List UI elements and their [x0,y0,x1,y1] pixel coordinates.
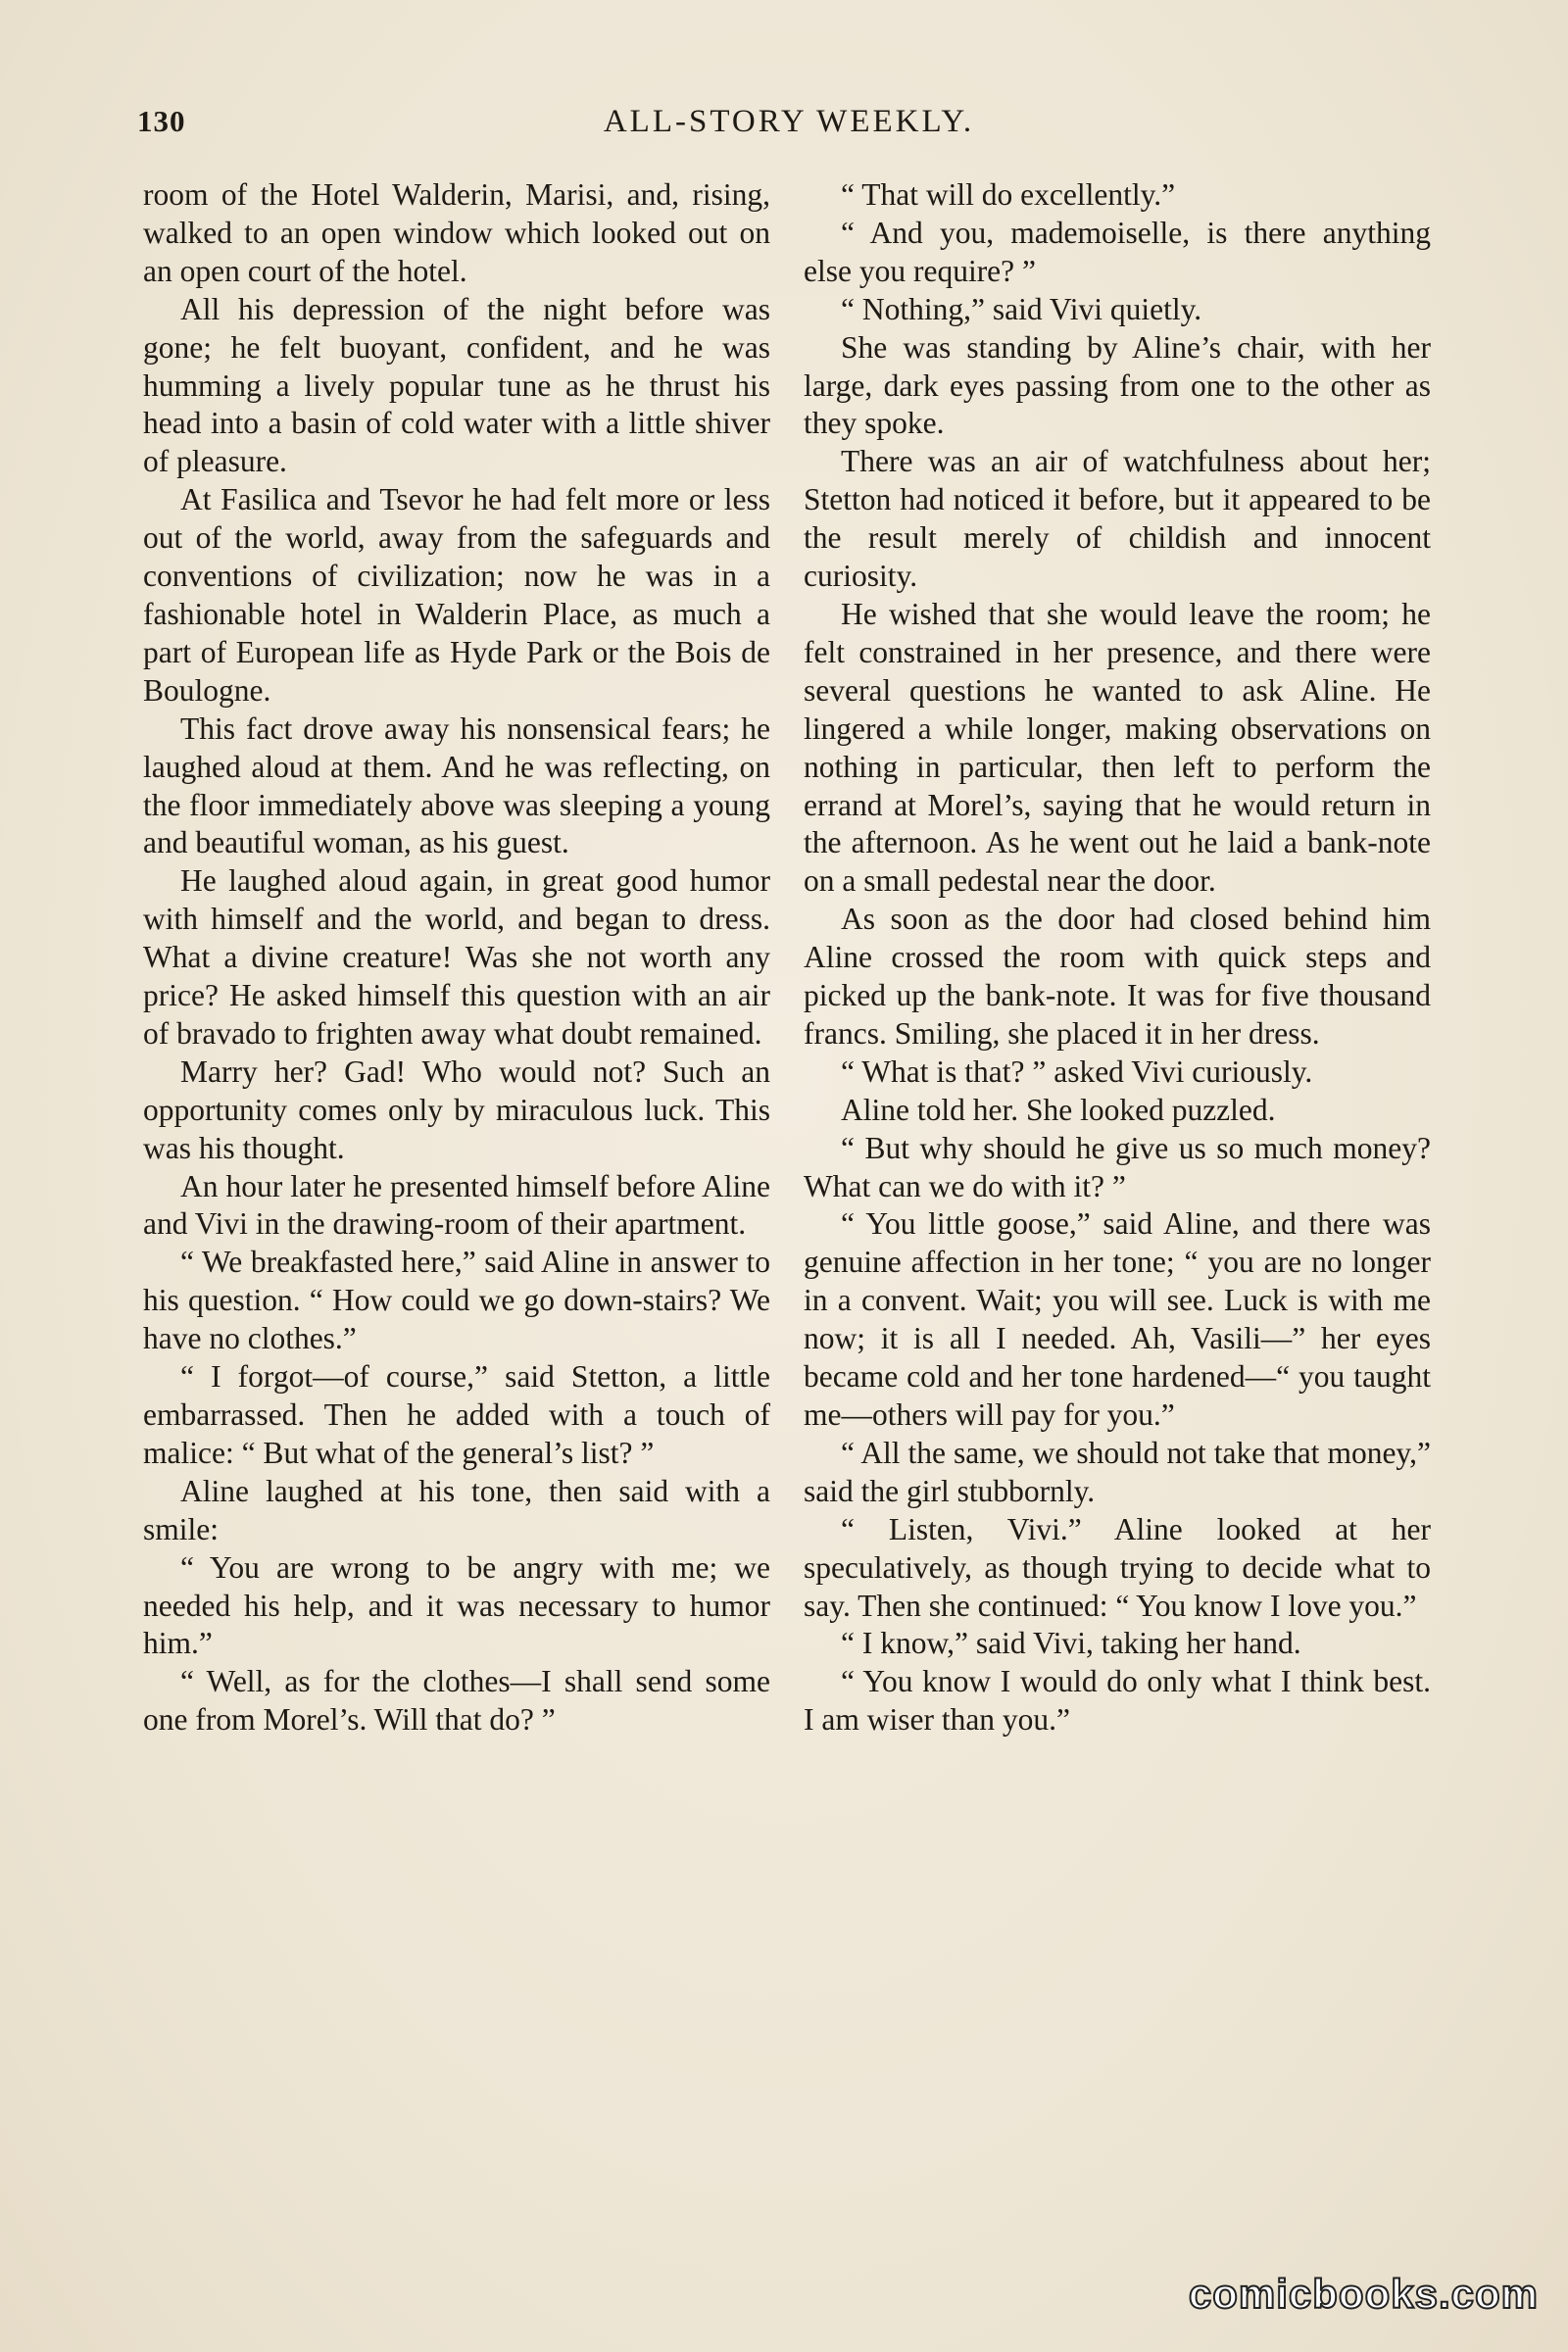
paragraph: “ That will do excellently.” [841,177,1176,212]
paragraph: All his depression of the night before was gone; he felt buoyant, confident, and he was humming a lively popular tune as he thrust his head into a basin of cold water with a little shiver of pleasure. [143,291,770,479]
paragraph: She was standing by Aline’s chair, with her large, dark eyes passing from one to the other as they spoke. [804,329,1431,441]
paragraph: He laughed aloud again, in great good humor with himself and the world, and began to dress. What a divine creature! Was she not worth any price? He asked himself this question with an air of bravado to frighten away what doubt remained. [143,863,770,1051]
paragraph: “ We breakfasted here,” said Aline in answer to his question. “ How could we go down-stairs? We have no clothes.” [143,1245,770,1356]
paragraph: “ I know,” said Vivi, taking her hand. [841,1626,1301,1661]
paragraph: This fact drove away his nonsensical fears; he laughed aloud at them. And he was reflecting, on the floor immediately above was sleeping a young and beautiful woman, as his guest. [143,710,770,860]
paragraph: “ You little goose,” said Aline, and there was genuine affection in her tone; “ you are no longer in a convent. Wait; you will see. Luck is with me now; it is all I needed. Ah, Vasili—” her eyes became cold and her tone hardened—“ you taught me—others will pay for you.” [804,1206,1431,1432]
running-title: ALL-STORY WEEKLY. [603,104,975,139]
paragraph: There was an air of watchfulness about her; Stetton had noticed it before, but it appeared to be the result merely of childish and innocent curiosity. [804,444,1431,594]
paragraph: “ You are wrong to be angry with me; we needed his help, and it was necessary to humor him.” [143,1549,770,1661]
paragraph: Marry her? Gad! Who would not? Such an opportunity comes only by miraculous luck. This was his thought. [143,1054,770,1165]
paragraph: An hour later he presented himself before Aline and Vivi in the drawing-room of their apartment. [143,1168,770,1242]
paragraph: “ What is that? ” asked Vivi curiously. [841,1054,1313,1089]
running-header [137,104,1441,151]
paragraph: “ You know I would do only what I think best. I am wiser than you.” [804,1664,1431,1738]
paragraph: At Fasilica and Tsevor he had felt more or less out of the world, away from the safeguards and conventions of civilization; now he was in a fashionable hotel in Walderin Place, as much a part of European life as Hyde Park or the Bois de Boulogne. [143,482,770,708]
paragraph: Aline told her. She looked puzzled. [841,1092,1276,1127]
paragraph: “ And you, mademoiselle, is there anything else you require? ” [804,215,1431,288]
paragraph: Aline laughed at his tone, then said with a smile: [143,1473,770,1546]
paragraph: “ Well, as for the clothes—I shall send some one from Morel’s. Will that do? ” [143,1664,770,1738]
paragraph: room of the Hotel Walderin, Marisi, and, rising, walked to an open window which looked out on an open court of the hotel. [143,177,770,288]
right-column [804,176,1431,1740]
paragraph: As soon as the door had closed behind him Aline crossed the room with quick steps and picked up the bank-note. It was for five thousand francs. Smiling, she placed it in her dress. [804,902,1431,1051]
paragraph: He wished that she would leave the room; he felt constrained in her presence, and there were several questions he wanted to ask Aline. He lingered a while longer, making observations on nothing in particular, then left to perform the errand at Morel’s, saying that he would return in the afternoon. As he went out he laid a bank-note on a small pedestal near the door. [804,596,1431,899]
page-number: 130 [137,104,186,138]
watermark: comicbooks.com [1188,2271,1539,2317]
paragraph: “ I forgot—of course,” said Stetton, a little embarrassed. Then he added with a touch of malice: “ But what of the general’s list? ” [143,1359,770,1470]
paragraph: “ But why should he give us so much money? What can we do with it? ” [804,1130,1431,1203]
paragraph: “ Nothing,” said Vivi quietly. [841,291,1202,326]
left-column [143,176,770,1740]
paragraph: “ Listen, Vivi.” Aline looked at her speculatively, as though trying to decide what to say. Then she continued: “ You know I love you.” [804,1511,1431,1623]
paragraph: “ All the same, we should not take that money,” said the girl stubbornly. [804,1435,1431,1508]
